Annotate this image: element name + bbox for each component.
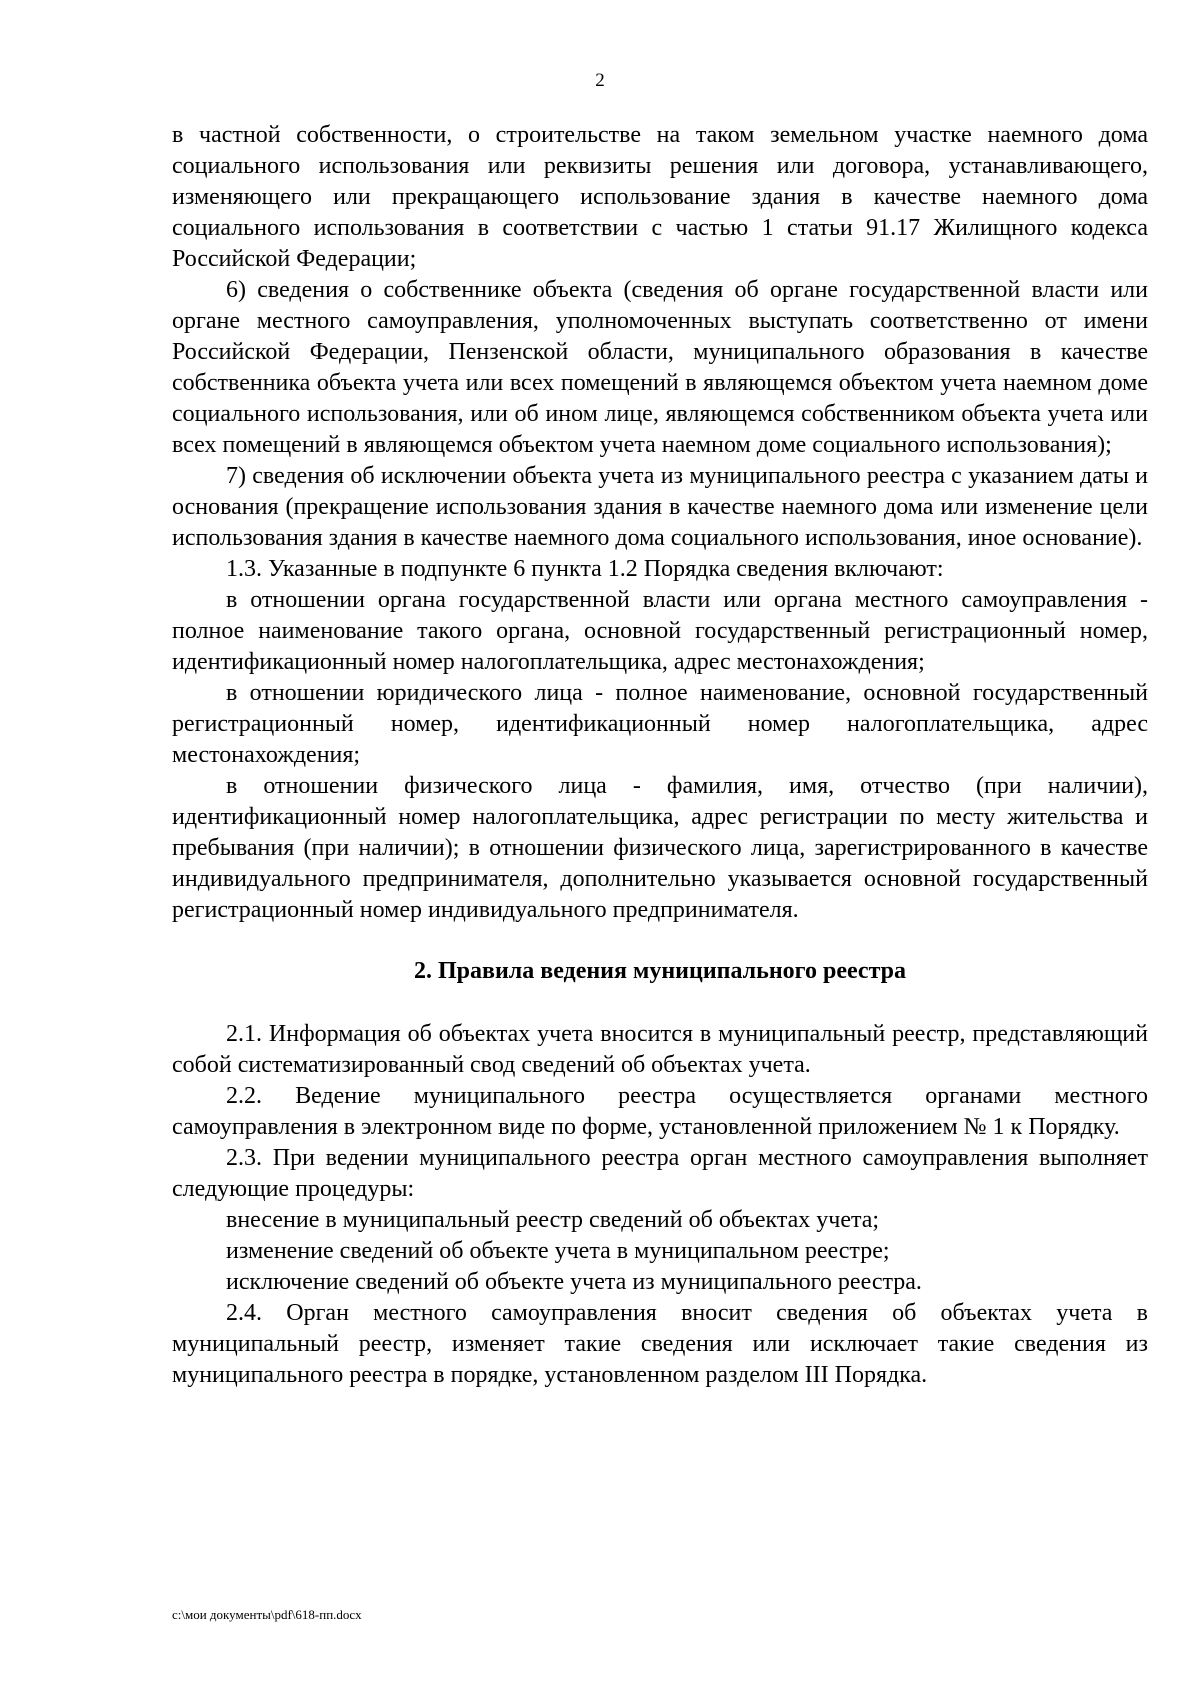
document-body	[172, 120, 1148, 1391]
paragraph: в частной собственности, о строительстве на таком земельном участке наемного дома социального использования или реквизиты решения или договора, устанавливающего, изменяющего или прекращающего использование здания в качестве наемного дома социального использования в соответствии с частью 1 статьи 91.17 Жилищного кодекса Российской Федерации;	[172, 122, 1148, 272]
paragraph: в отношении органа государственной власти или органа местного самоуправления - полное наименование такого органа, основной государственный регистрационный номер, идентификационный номер налогоплательщика, адрес местонахождения;	[172, 587, 1148, 675]
page-number: 2	[595, 70, 605, 91]
paragraph: 2.4. Орган местного самоуправления вносит сведения об объектах учета в муниципальный реестр, изменяет такие сведения или исключает такие сведения из муниципального реестра в порядке, установленном разделом III Порядка.	[172, 1300, 1148, 1388]
paragraph: 1.3. Указанные в подпункте 6 пункта 1.2 Порядка сведения включают:	[226, 556, 944, 582]
paragraph: в отношении физического лица - фамилия, имя, отчество (при наличии), идентификационный номер налогоплательщика, адрес регистрации по месту жительства и пребывания (при наличии); в отношении физического лица, зарегистрированного в качестве индивидуального предпринимателя, дополнительно указывается основной государственный регистрационный номер индивидуального предпринимателя.	[172, 773, 1148, 923]
paragraph: 6) сведения о собственнике объекта (сведения об органе государственной власти или органе местного самоуправления, уполномоченных выступать соответственно от имени Российской Федерации, Пензенской области, муниципального образования в качестве собственника объекта учета или всех помещений в являющемся объектом учета наемном доме социального использования, или об ином лице, являющемся собственником объекта учета или всех помещений в являющемся объектом учета наемном доме социального использования);	[172, 277, 1148, 458]
paragraph: 2.1. Информация об объектах учета вносится в муниципальный реестр, представляющий собой систематизированный свод сведений об объектах учета.	[172, 1021, 1148, 1078]
paragraph: 2.3. При ведении муниципального реестра орган местного самоуправления выполняет следующие процедуры:	[172, 1145, 1148, 1202]
paragraph: исключение сведений об объекте учета из муниципального реестра.	[226, 1269, 922, 1295]
paragraph: 7) сведения об исключении объекта учета из муниципального реестра с указанием даты и основания (прекращение использования здания в качестве наемного дома или изменение цели использования здания в качестве наемного дома социального использования, иное основание).	[172, 463, 1148, 551]
paragraph: 2.2. Ведение муниципального реестра осуществляется органами местного самоуправления в электронном виде по форме, установленной приложением № 1 к Порядку.	[172, 1083, 1148, 1140]
paragraph: в отношении юридического лица - полное наименование, основной государственный регистрационный номер, идентификационный номер налогоплательщика, адрес местонахождения;	[172, 680, 1148, 768]
paragraph: изменение сведений об объекте учета в муниципальном реестре;	[226, 1238, 890, 1264]
paragraph: внесение в муниципальный реестр сведений об объектах учета;	[226, 1207, 880, 1233]
section-heading: 2. Правила ведения муниципального реестра	[413, 958, 906, 984]
footer-file-path: c:\мои документы\pdf\618-пп.docx	[172, 1607, 362, 1622]
